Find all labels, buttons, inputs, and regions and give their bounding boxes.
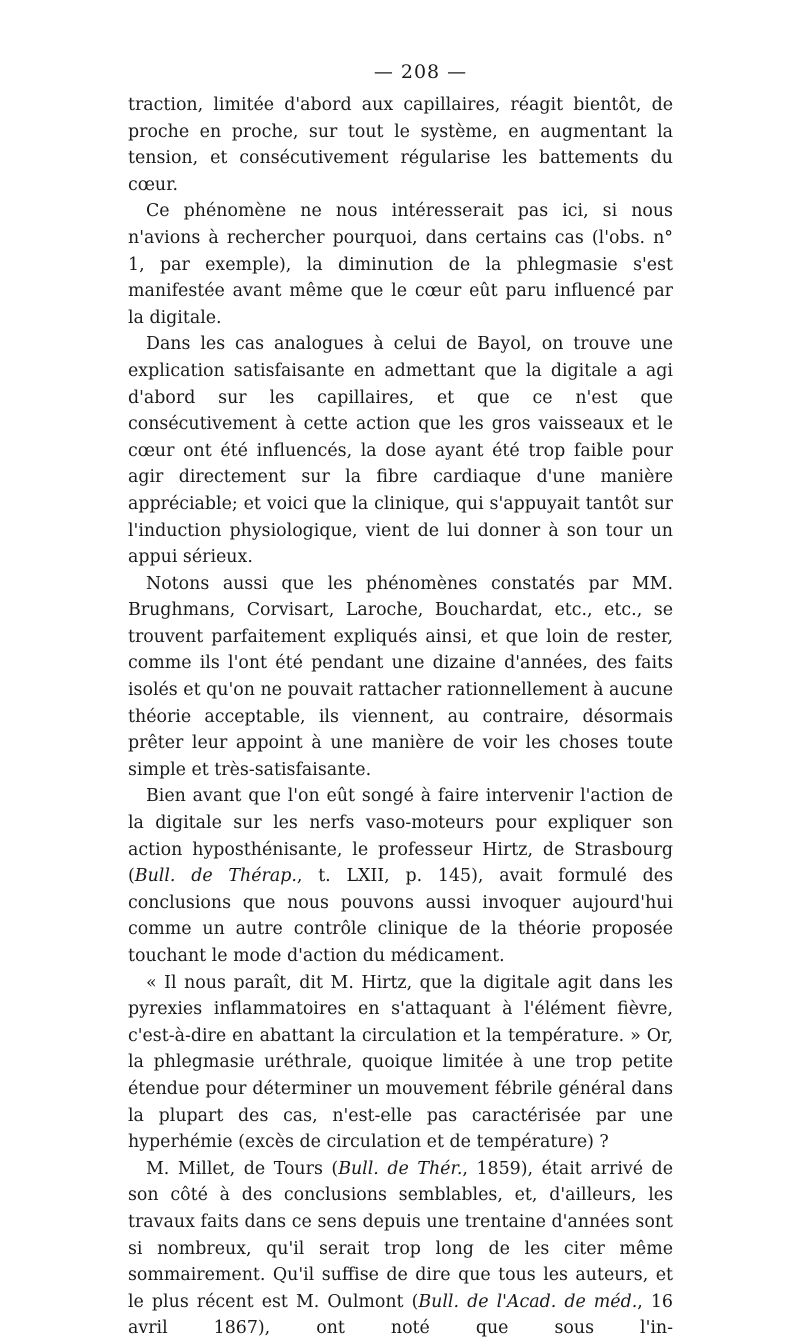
paragraph-text: Dans les cas analogues à celui de Bayol, on trouve une explication satisfaisante en admettant que la digitale a agi d'abord sur les capillaires, et que ce n'est que consécutivement à cette action que les gros vaisseaux et le cœur ont été influencés, la dose ayant été trop faible pour agir directement sur la fibre cardiaque d'une manière appréciable; et voici que la clinique, qui s'appuyait tantôt sur l'induction physiologique, vient de lui donner à son tour un appui sérieux. [128, 334, 673, 568]
paragraph-2 [128, 198, 673, 331]
paragraph-text: M. Millet, de Tours ( [146, 1158, 339, 1179]
paragraph-1 [128, 92, 673, 198]
page-number: — 208 — [373, 61, 468, 83]
citation-italic: Bull. de l'Acad. de méd. [418, 1291, 638, 1312]
paragraph-7 [128, 1156, 673, 1342]
paragraph-text: , t. LXII, p. 145), avait formulé des conclusions que nous pouvons aussi invoquer aujourd'hui comme un autre contrôle clinique de la théorie proposée touchant le mode d'action du médicament. [128, 866, 674, 966]
paragraph-text: « Il nous paraît, dit M. Hirtz, que la digitale agit dans les pyrexies inflammatoires en s'attaquant à l'élément fièvre, c'est-à-dire en abattant la circulation et la température. » Or, la phlegmasie uréthrale, quoique limitée à une trop petite étendue pour déterminer un mouvement fébrile général dans la plupart des cas, n'est-elle pas caractérisée par une hyperhémie (excès de circulation et de température) ? [128, 972, 673, 1153]
paragraph-text: traction, limitée d'abord aux capillaires, réagit bientôt, de proche en proche, sur tout le système, en augmentant la tension, et consécutivement régularise les battements du cœur. [128, 95, 673, 195]
paragraph-text: , 16 avril 1867), ont noté que sous l'in- [128, 1291, 673, 1339]
citation-italic: Bull. de Thér. [338, 1158, 463, 1179]
paragraph-text: Notons aussi que les phénomènes constatés par MM. Brughmans, Corvisart, Laroche, Bouchardat, etc., etc., se trouvent parfaitement expliqués ainsi, et que loin de rester, comme ils l'ont été pendant une dizaine d'années, des faits isolés et qu'on ne pouvait rattacher rationnellement à aucune théorie acceptable, ils viennent, au contraire, désormais prêter leur appoint à une manière de voir les choses toute simple et très-satisfaisante. [128, 573, 673, 780]
paragraph-5 [128, 783, 673, 969]
paragraph-text: Bien avant que l'on eût songé à faire intervenir l'action de la digitale sur les nerfs vaso-moteurs pour expliquer son action hyposthénisante, le professeur Hirtz, de Strasbourg ( [128, 786, 673, 887]
paragraph-text: , 1859), était arrivé de son côté à des conclusions semblables, et, d'ailleurs, les travaux faits dans ce sens depuis une trentaine d'années sont si nombreux, qu'il serait trop long de les citer même sommairement. Qu'il suffise de dire que tous les auteurs, et le plus récent est M. Oulmont ( [128, 1158, 673, 1312]
citation-italic: Bull. de Thérap. [134, 866, 297, 887]
paragraph-6 [128, 970, 673, 1156]
paragraph-3 [128, 331, 673, 570]
paragraph-text: Ce phénomène ne nous intéresserait pas ici, si nous n'avions à rechercher pourquoi, dans certains cas (l'obs. n° 1, par exemple), la diminution de la phlegmasie s'est manifestée avant même que le cœur eût paru influencé par la digitale. [128, 201, 673, 328]
document-page [128, 58, 673, 1342]
paragraph-4 [128, 571, 673, 784]
